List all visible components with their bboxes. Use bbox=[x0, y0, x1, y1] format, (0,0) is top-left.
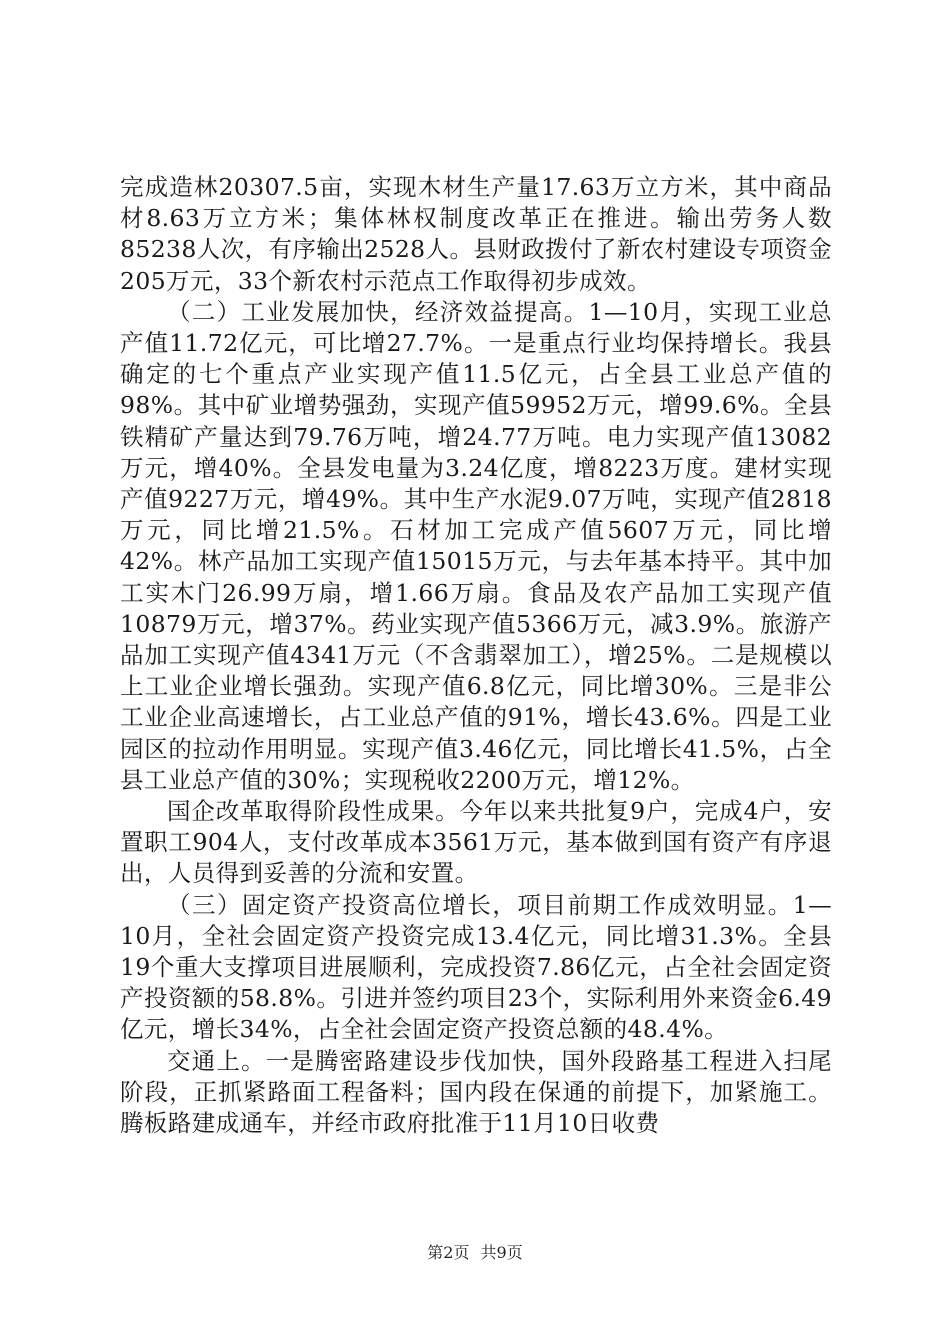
paragraph-soe-reform: 国企改革取得阶段性成果。今年以来共批复9户，完成4户，安置职工904人，支付改革成本3561万元，基本做到国有资产有序退出，人员得到妥善的分流和安置。 bbox=[120, 797, 832, 888]
paragraph-transport: 交通上。一是腾密路建设步伐加快，国外段路基工程进入扫尾阶段，正抓紧路面工程备料；国内段在保通的前提下，加紧施工。腾板路建成通车，并经市政府批准于11月10日收费 bbox=[120, 1046, 832, 1138]
page-total: 共9页 bbox=[480, 1243, 523, 1262]
paragraph-industry: （二）工业发展加快，经济效益提高。1—10月，实现工业总产值11.72亿元，可比增27.7%。一是重点行业均保持增长。我县确定的七个重点产业实现产值11.5亿元，占全县工业总产值的98%。其中矿业增势强劲，实现产值59952万元，增99.6%。全县铁精矿产量达到79.76万吨，增24.77万吨。电力实现产值13082万元，增40%。全县发电量为3.24亿度，增8223万度。建材实现产值9227万元，增49%。其中生产水泥9.07万吨，实现产值2818万元，同比增21.5%。石材加工完成产值5607万元，同比增42%。林产品加工实现产值15015万元，与去年基本持平。其中加工实木门26.99万扇，增1.66万扇。食品及农产品加工实现产值10879万元，增37%。药业实现产值5366万元，减3.9%。旅游产品加工实现产值4341万元（不含翡翠加工），增25%。二是规模以上工业企业增长强劲。实现产值6.8亿元，同比增30%。三是非公工业企业高速增长，占工业总产值的91%，增长43.6%。四是工业园区的拉动作用明显。实现产值3.46亿元，同比增长41.5%，占全县工业总产值的30%；实现税收2200万元，增12%。 bbox=[120, 297, 832, 794]
paragraph-fixed-investment: （三）固定资产投资高位增长，项目前期工作成效明显。1—10月，全社会固定资产投资完成13.4亿元，同比增31.3%。全县19个重大支撑项目进展顺利，完成投资7.86亿元，占全社会固定资产投资额的58.8%。引进并签约项目23个，实际利用外来资金6.49亿元，增长34%，占全社会固定资产投资总额的48.4%。 bbox=[120, 890, 832, 1044]
page-footer bbox=[0, 1243, 950, 1263]
document-body bbox=[120, 172, 832, 1139]
paragraph-forestry-labor: 完成造林20307.5亩，实现木材生产量17.63万立方米，其中商品材8.63万立方米；集体林权制度改革正在推进。输出劳务人数85238人次，有序输出2528人。县财政拨付了新农村建设专项资金205万元，33个新农村示范点工作取得初步成效。 bbox=[120, 173, 832, 295]
page-number: 第2页 bbox=[427, 1243, 470, 1262]
